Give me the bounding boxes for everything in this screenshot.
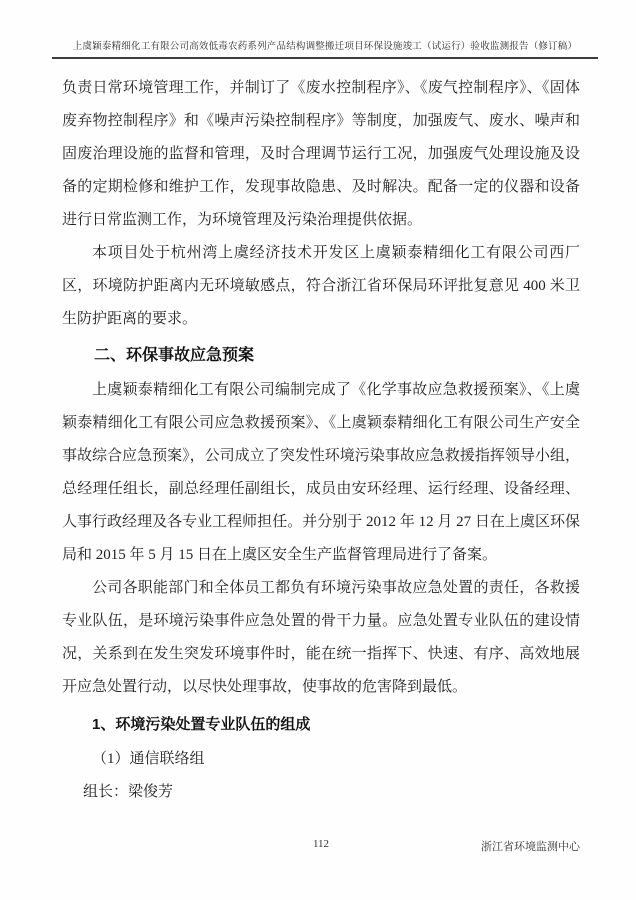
paragraph-env-management: 负责日常环境管理工作，并制订了《废水控制程序》、《废气控制程序》、《固体废弃物控制程序》和《噪声污染控制程序》等制度，加强废气、废水、噪声和固废治理设施的监督和管理，及时合理调节运行工况，加强废气处理设施及设备的定期检修和维护工作，发现事故隐患、及时解决。配备一定的仪器和设备进行日常监测工作，为环境管理及污染治理提供依据。 [62, 80, 580, 228]
page-header [52, 41, 598, 59]
paragraph-responsibility: 公司各职能部门和全体员工都负有环境污染事故应急处置的责任，各救援专业队伍，是环境污染事件应急处置的骨干力量。应急处置专业队伍的建设情况，关系到在发生突发环境事件时，能在统一指挥下、快速、有序、高效地展开应急处置行动，以尽快处理事故，使事故的危害降到最低。 [62, 580, 580, 695]
paragraph-emergency-plans: 上虞颖泰精细化工有限公司编制完成了《化学事故应急救援预案》、《上虞颖泰精细化工有限公司应急救援预案》、《上虞颖泰精细化工有限公司生产安全事故综合应急预案》，公司成立了突发性环境污染事故应急救援指挥领导小组，总经理任组长，副总经理任副组长，成员由安环经理、运行经理、设备经理、人事行政经理及各专业工程师担任。并分别于 2012 年 12 月 27 日在上虞区环保局和 2015 年 5 月 15 日在上虞区安全生产监督管理局进行了备案。 [62, 382, 580, 563]
line-group-leader: 组长：梁俊芳 [83, 784, 174, 800]
header-divider [52, 57, 598, 59]
section-heading-emergency-plan: 二、环保事故应急预案 [94, 347, 255, 364]
list-item-communication-group: （1）通信联络组 [92, 751, 205, 767]
document-body [62, 72, 580, 809]
paragraph-project-location: 本项目处于杭州湾上虞经济技术开发区上虞颖泰精细化工有限公司西厂区，环境防护距离内无环境敏感点，符合浙江省环保局环评批复意见 400 米卫生防护距离的要求。 [62, 245, 580, 327]
page-number: 112 [312, 838, 330, 850]
footer-organization: 浙江省环境监测中心 [481, 841, 580, 853]
running-header-title: 上虞颖泰精细化工有限公司高效低毒农药系列产品结构调整搬迁项目环保设施竣工（试运行）验收监测报告（修订稿） [72, 42, 578, 52]
subsection-heading-team-composition: 1、环境污染处置专业队伍的组成 [92, 716, 311, 733]
page-footer [62, 838, 580, 854]
